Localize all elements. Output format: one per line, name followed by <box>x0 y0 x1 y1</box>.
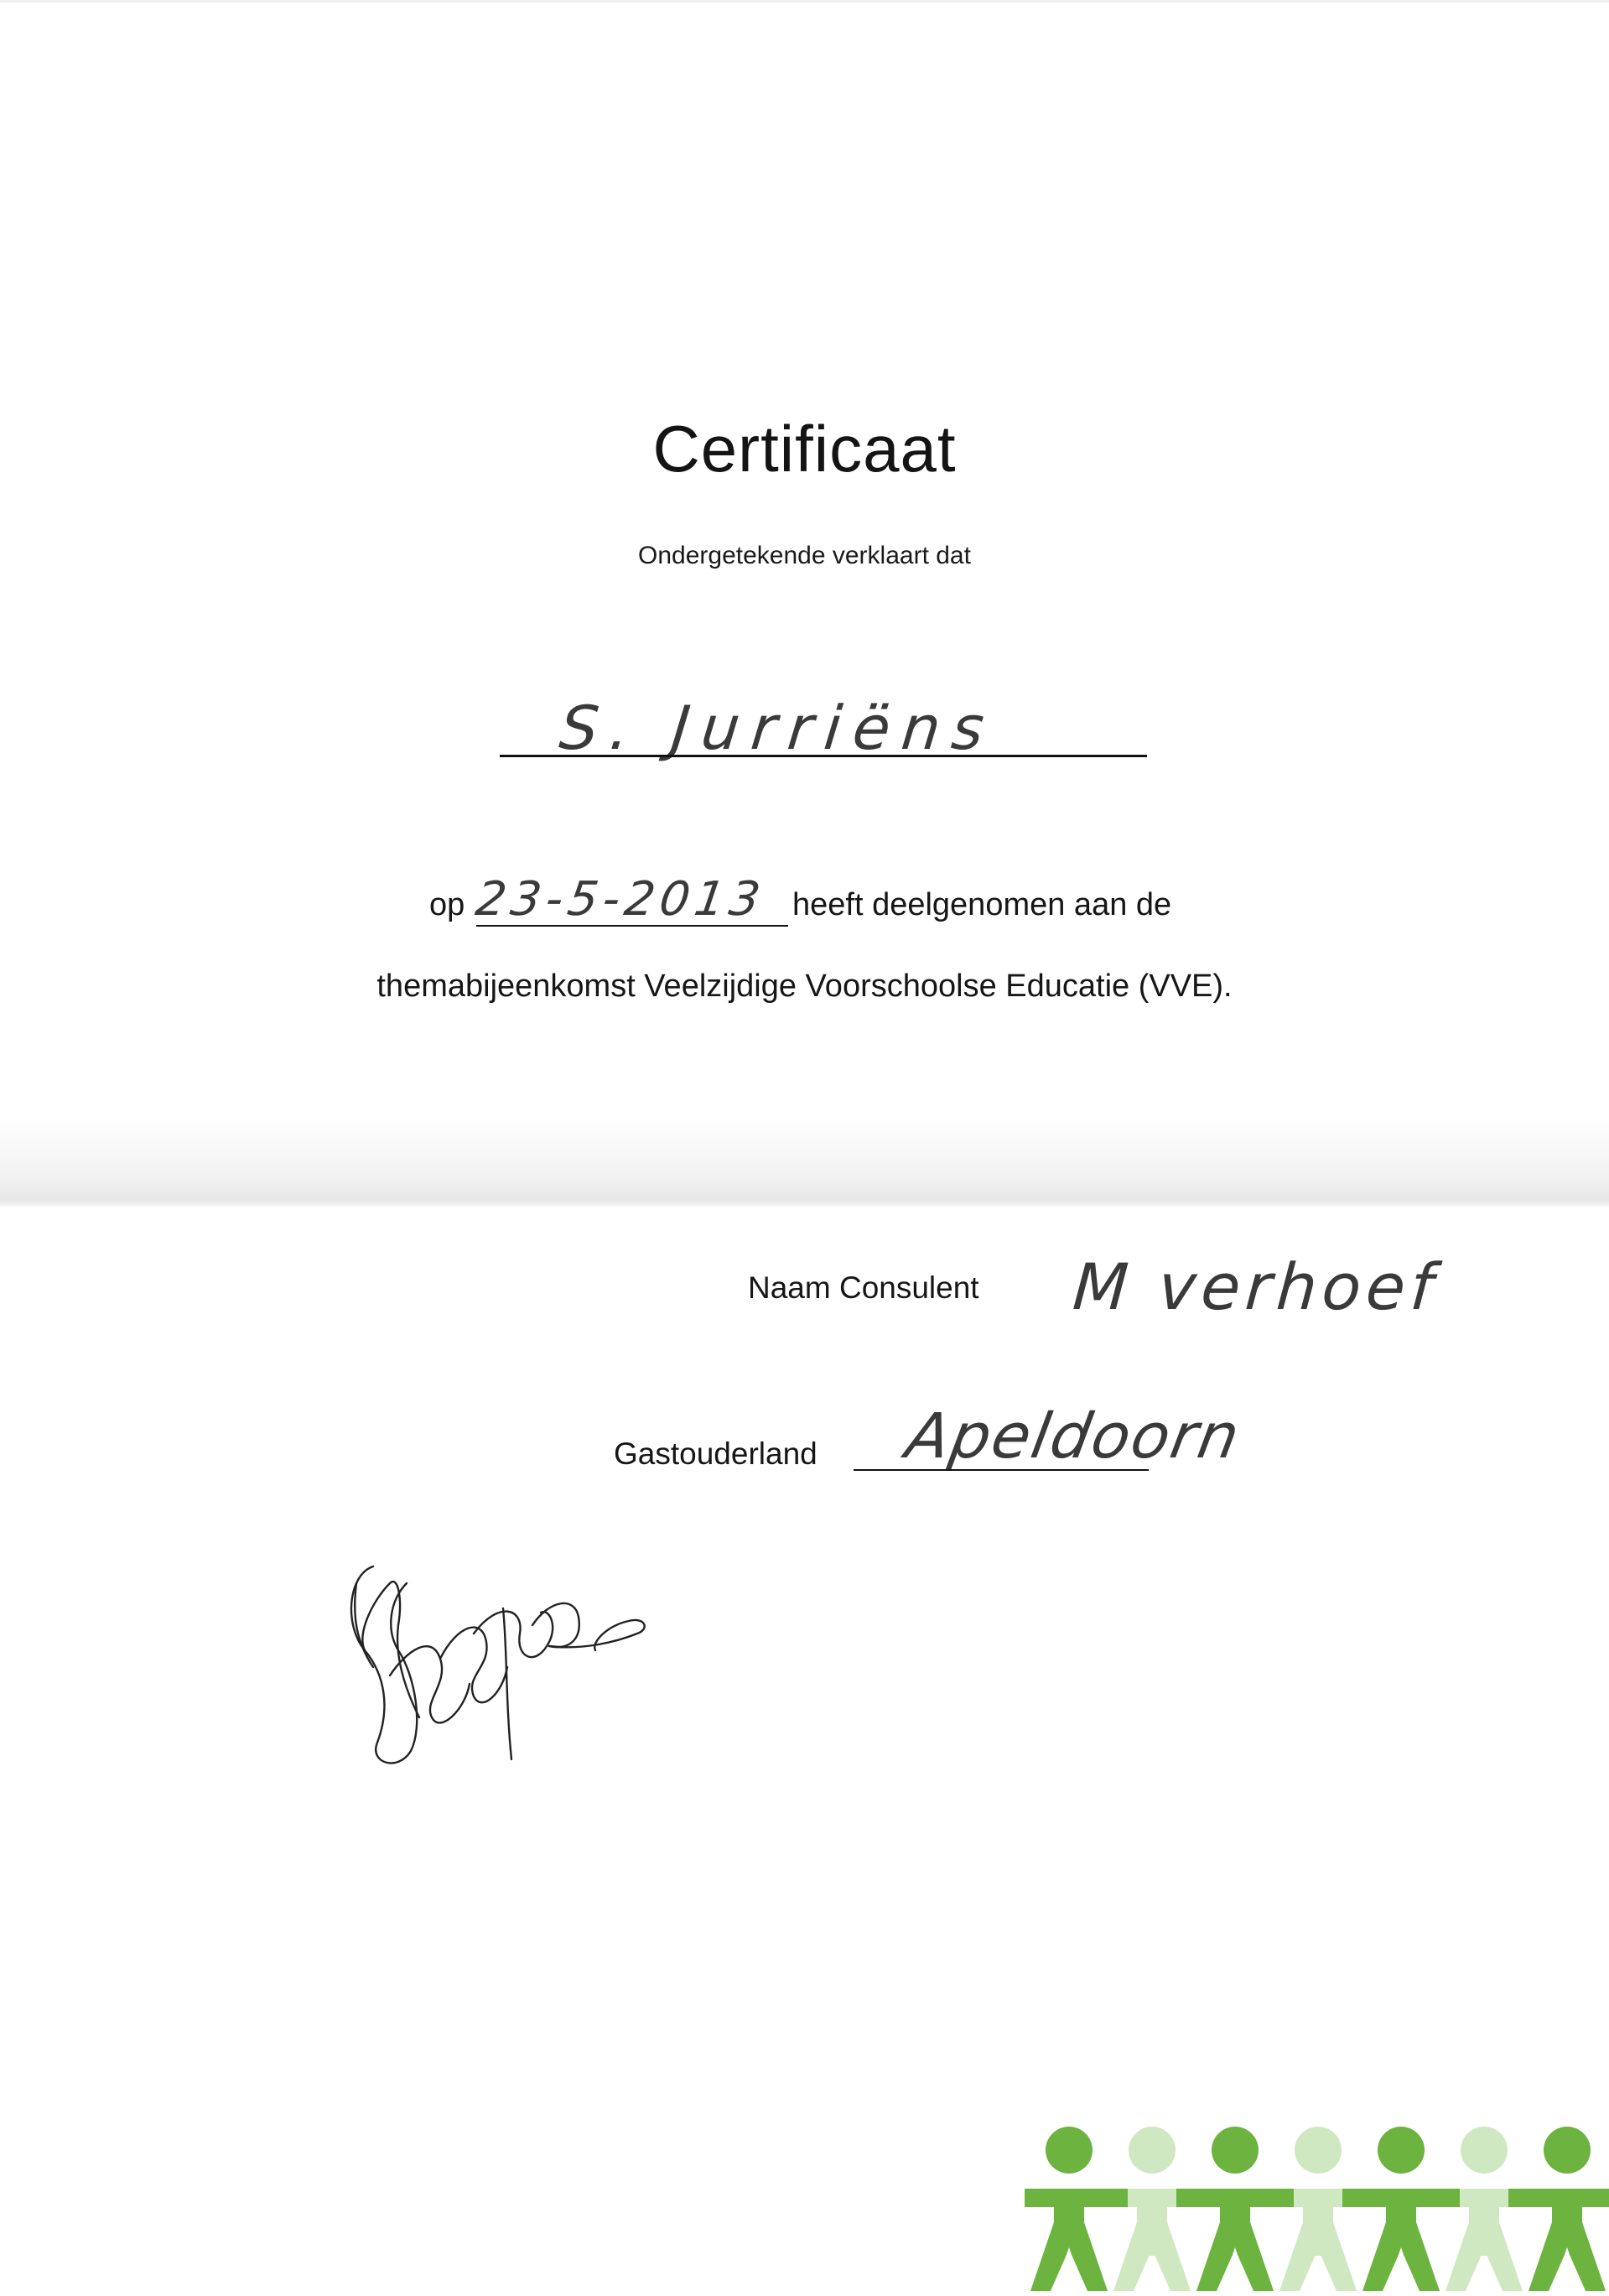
gastouderland-line <box>854 1469 1149 1471</box>
op-label: op <box>429 887 465 922</box>
participant-name-line <box>500 755 1147 757</box>
paper-doll-chain-icon <box>1025 2122 1609 2296</box>
date-handwritten: 23-5-2013 <box>472 872 769 927</box>
heeft-deelgenomen-text: heeft deelgenomen aan de <box>792 887 1172 922</box>
consultant-label: Naam Consulent <box>748 1270 979 1305</box>
date-line <box>476 925 788 927</box>
consultant-name-handwritten: M verhoef <box>1070 1249 1441 1324</box>
top-edge <box>0 0 1609 3</box>
certificate-title: Certificaat <box>652 412 957 486</box>
gastouderland-handwritten: Apeldoorn <box>901 1400 1247 1473</box>
certificate-subtitle: Ondergetekende verklaart dat <box>638 542 971 569</box>
handwritten-signature-icon <box>340 1550 658 1776</box>
paper-fold-shadow <box>0 1115 1609 1208</box>
participant-name-handwritten: S. Jurriëns <box>556 693 999 763</box>
event-description: themabijeenkomst Veelzijdige Voorschoolse Educatie (VVE). <box>376 969 1233 1004</box>
gastouderland-label: Gastouderland <box>614 1436 817 1471</box>
